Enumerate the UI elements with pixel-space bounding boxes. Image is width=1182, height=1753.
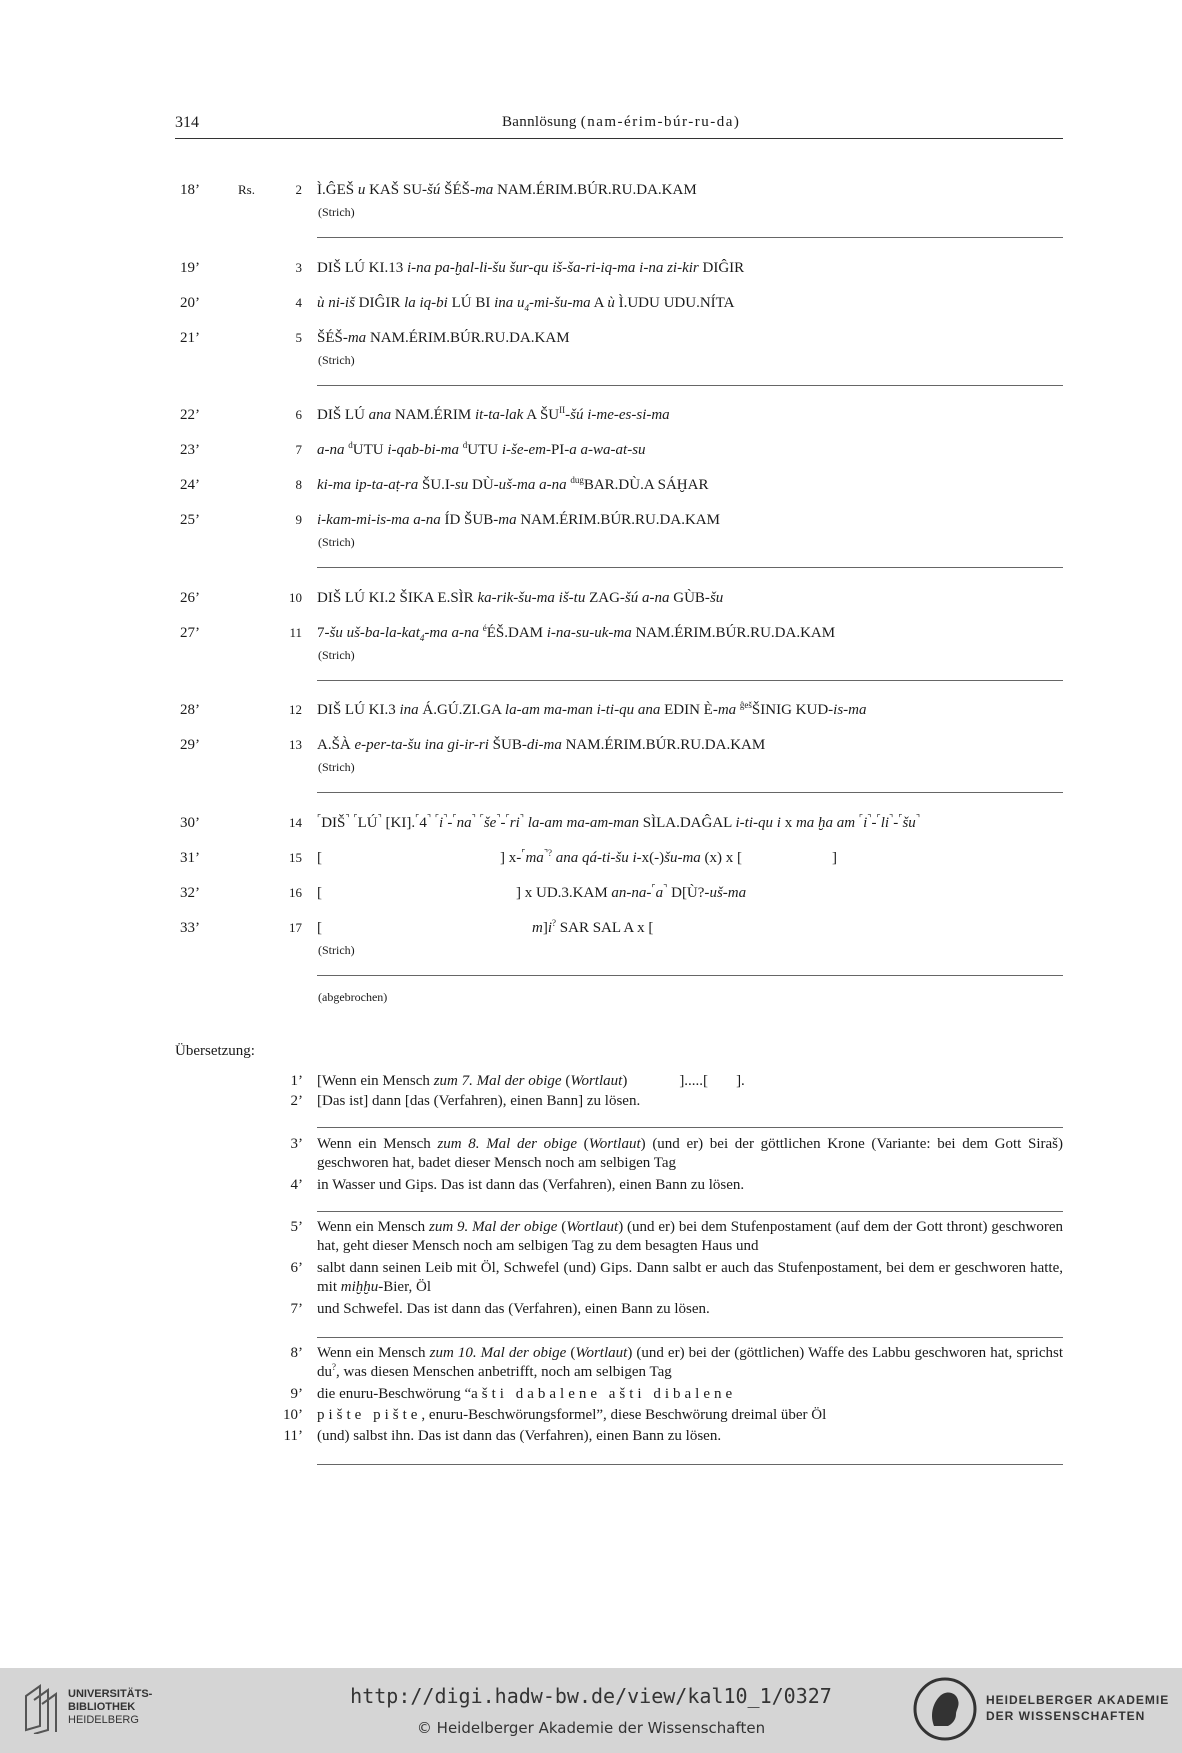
line-number: 28’ — [180, 702, 200, 718]
section-rule — [317, 237, 1063, 238]
transliteration: i-kam-mi-is-ma a-na ÍD ŠUB-ma NAM.ÉRIM.BÚR.RU.DA.KAM — [317, 512, 720, 528]
translation-text: [Wenn ein Mensch zum 7. Mal der obige (Wortlaut) ].....[ ]. — [317, 1073, 745, 1089]
tablet-line-number: 9 — [295, 512, 302, 527]
line-number: 31’ — [180, 850, 200, 866]
line-number: 19’ — [180, 260, 200, 276]
translation-text: salbt dann seinen Leib mit Öl, Schwefel (und) Gips. Dann salbt er auch das Stufenpostament, bei dem er geschworen hatte, mit miḫḫu-Bier, Öl — [317, 1260, 1063, 1295]
running-header — [175, 112, 1063, 139]
line-number: 20’ — [180, 295, 200, 311]
section-rule — [317, 1464, 1063, 1465]
academy-name — [986, 1692, 1169, 1724]
line-number: 23’ — [180, 442, 200, 458]
line-number: 26’ — [180, 590, 200, 606]
library-name-line: BIBLIOTHEK — [68, 1701, 136, 1713]
line-number: 25’ — [180, 512, 200, 528]
tablet-line-number: 13 — [289, 737, 302, 752]
transliteration: DIŠ LÚ KI.2 ŠIKA E.SÌR ka-rik-šu-ma iš-tu ZAG-šú a-na GÙB-šu — [317, 590, 724, 606]
line-number: 18’ — [180, 182, 200, 198]
tablet-line-number: 17 — [289, 920, 302, 935]
translation-line-number: 8’ — [290, 1345, 303, 1361]
section-rule — [317, 792, 1063, 793]
transliteration: DIŠ LÚ ana NAM.ÉRIM it-ta-lak A $ŠU^{II}-šú$ i-me-es-si-ma — [317, 405, 670, 423]
transliteration: [ ] x UD.3.KAM an-na-⌜a⌝ D[Ù?-uš-ma — [317, 883, 747, 901]
transliteration: ki-ma ip-ta-aṭ-ra ŠU.I-su DÙ-uš-ma a-na $^{dug}$BAR.DÙ.A SÁḪAR — [317, 475, 709, 493]
page-number: 314 — [175, 114, 199, 131]
tablet-line-number: 6 — [295, 407, 302, 422]
tablet-line-number: 15 — [289, 850, 302, 865]
line-number: 30’ — [180, 815, 200, 831]
transliteration: A.ŠÀ e-per-ta-šu ina gi-ir-ri ŠUB-di-ma NAM.ÉRIM.BÚR.RU.DA.KAM — [317, 737, 766, 753]
tablet-line-number: 10 — [289, 590, 302, 605]
tablet-line-number: 2 — [295, 182, 302, 197]
translation-line-number: 11’ — [283, 1428, 303, 1444]
tablet-line-number: 11 — [289, 625, 302, 640]
running-title-spaced: (nam-érim-búr-ru-da) — [580, 114, 741, 130]
academy-seal-icon — [912, 1676, 978, 1742]
permalink-url[interactable]: http://digi.hadw-bw.de/view/kal10_1/0327 — [350, 1684, 832, 1708]
translation-heading: Übersetzung: — [175, 1043, 255, 1059]
transliteration: ŠÉŠ-ma NAM.ÉRIM.BÚR.RU.DA.KAM — [317, 330, 570, 346]
translation-text: und Schwefel. Das ist dann das (Verfahren), einen Bann zu lösen. — [317, 1301, 710, 1317]
transliteration: Ì.ĜEŠ u KAŠ SU-šú ŠÉŠ-ma NAM.ÉRIM.BÚR.RU.DA.KAM — [317, 182, 697, 198]
transliteration: 7-šu uš-ba-la-kat$_4$-ma a-na $^é$ÉŠ.DAM i-na-su-uk-ma NAM.ÉRIM.BÚR.RU.DA.KAM — [317, 623, 836, 643]
translation-text: pište pište, enuru-Beschwörungsformel”, diese Beschwörung dreimal über Öl — [317, 1407, 827, 1423]
broken-off-note: (abgebrochen) — [318, 990, 388, 1004]
translation-line-number: 1’ — [290, 1073, 303, 1089]
transliteration: ù ni-iš DIĜIR la iq-bi LÚ BI ina $u_4-mi-šu-ma$ A ù Ì.UDU UDU.NÍTA — [317, 295, 735, 313]
tablet-line-number: 7 — [295, 442, 302, 457]
transliteration: ⌜DIŠ⌝ ⌜LÚ⌝ [KI].⌜4⌝ ⌜i⌝-⌜na⌝ ⌜še⌝-⌜ri⌝ la-am ma-am-man SÌLA.DAĜAL i-ti-qu i x ma ḫa am ⌜i⌝-⌜li⌝-⌜šu⌝ — [317, 813, 921, 831]
line-number: 27’ — [180, 625, 200, 641]
translation-text: Wenn ein Mensch zum 10. Mal der obige (Wortlaut) (und er) bei der (göttlichen) Waffe des Labbu geschworen hat, sprichst du?, was diesen Menschen anbetrifft, noch am selbigen Tag — [317, 1345, 1063, 1380]
translation-line-number: 3’ — [290, 1136, 303, 1152]
section-rule — [317, 680, 1063, 681]
tablet-line-number: 5 — [295, 330, 302, 345]
translation-text: [Das ist] dann [das (Verfahren), einen Bann] zu lösen. — [317, 1093, 641, 1109]
transliteration: DIŠ LÚ KI.3 ina Á.GÚ.ZI.GA la-am ma-man i-ti-qu ana EDIN È-ma $^{ĝeš}$ŠINIG KUD-is-ma — [317, 700, 867, 718]
academy-name-line: DER WISSENSCHAFTEN — [986, 1709, 1146, 1723]
section-rule — [317, 1127, 1063, 1128]
line-number: 22’ — [180, 407, 200, 423]
strich-note: (Strich) — [318, 205, 355, 219]
translation-line-number: 6’ — [290, 1260, 303, 1276]
tablet-line-number: 3 — [295, 260, 302, 275]
tablet-line-number: 12 — [289, 702, 302, 717]
strich-note: (Strich) — [318, 943, 355, 957]
transliteration: a-na $^d$UTU i-qab-bi-ma $^d$UTU i-še-em-PI-a a-wa-at-su — [317, 440, 646, 458]
section-rule — [317, 567, 1063, 568]
running-title-prefix: Bannlösung — [502, 114, 577, 130]
translation-text: Wenn ein Mensch zum 8. Mal der obige (Wortlaut) (und er) bei der göttlichen Krone (Variante: bei dem Gott Siraš) geschworen hat, badet dieser Mensch noch am selbigen Tag — [317, 1136, 1064, 1171]
side-label: Rs. — [238, 182, 255, 197]
tablet-line-number: 16 — [289, 885, 302, 900]
translation-text: in Wasser und Gips. Das ist dann das (Verfahren), einen Bann zu lösen. — [317, 1177, 745, 1193]
translation-line-number: 4’ — [290, 1177, 303, 1193]
transliteration: DIŠ LÚ KI.13 i-na pa-ḫal-li-šu šur-qu iš-ša-ri-iq-ma i-na zi-kir DIĜIR — [317, 260, 745, 276]
translation-line-number: 5’ — [290, 1219, 303, 1235]
section-rule — [317, 1211, 1063, 1212]
library-name-line: HEIDELBERG — [68, 1714, 139, 1726]
translation-text: (und) salbst ihn. Das ist dann das (Verfahren), einen Bann zu lösen. — [317, 1428, 722, 1444]
digitization-footer — [0, 1668, 1182, 1753]
line-number: 24’ — [180, 477, 200, 493]
section-rule — [317, 1337, 1063, 1338]
strich-note: (Strich) — [318, 648, 355, 662]
copyright-notice: © Heidelberger Akademie der Wissenschaften — [416, 1719, 766, 1737]
line-number: 32’ — [180, 885, 200, 901]
academy-name-line: HEIDELBERGER AKADEMIE — [986, 1693, 1170, 1707]
section-rule — [317, 975, 1063, 976]
transliteration: [ ] x-⌜ma⌝? ana qá-ti-šu i-x(-)šu-ma (x) x [ ] — [317, 848, 838, 866]
strich-note: (Strich) — [318, 535, 355, 549]
transliteration: [ m]i? SAR SAL A x [ — [317, 918, 654, 936]
translation-line-number: 2’ — [290, 1093, 303, 1109]
line-number: 29’ — [180, 737, 200, 753]
translation-line-number: 7’ — [290, 1301, 303, 1317]
translation-line-number: 9’ — [290, 1386, 303, 1402]
running-title — [502, 114, 740, 131]
library-name-line: UNIVERSITÄTS- — [68, 1688, 153, 1700]
tablet-line-number: 8 — [295, 477, 302, 492]
strich-note: (Strich) — [318, 353, 355, 367]
section-rule — [317, 385, 1063, 386]
translation-text: die enuru-Beschwörung “ašti dabalene ašti dibalene — [317, 1386, 737, 1402]
translation-line-number: 10’ — [283, 1407, 303, 1423]
tablet-line-number: 4 — [295, 295, 302, 310]
line-number: 21’ — [180, 330, 200, 346]
tablet-line-number: 14 — [289, 815, 302, 830]
line-number: 33’ — [180, 920, 200, 936]
translation-text: Wenn ein Mensch zum 9. Mal der obige (Wortlaut) (und er) bei dem Stufenpostament (auf dem der Gott thront) geschworen hat, geht dieser Mensch noch am selbigen Tag zu dem besagten Haus und — [317, 1219, 1063, 1254]
strich-note: (Strich) — [318, 760, 355, 774]
